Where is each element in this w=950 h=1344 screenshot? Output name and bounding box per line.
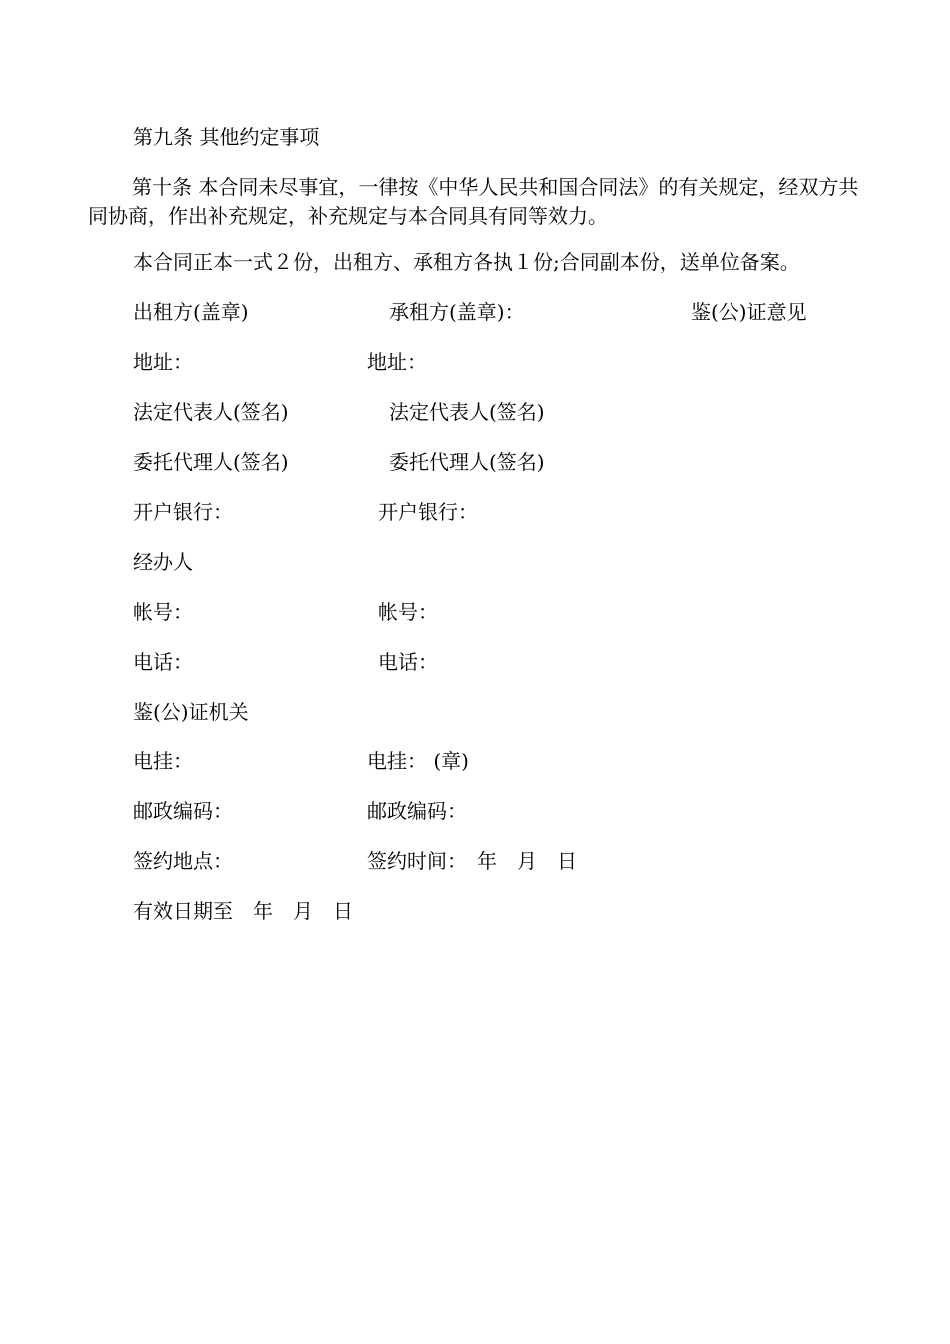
- sign-time-label: 签约时间： 年 月 日: [367, 849, 577, 873]
- article-9-heading: 第九条 其他约定事项: [133, 125, 320, 149]
- lessee-address-label: 地址：: [367, 350, 427, 374]
- handler-label: 经办人: [133, 550, 193, 574]
- lessor-account-label: 帐号：: [133, 600, 193, 624]
- lessee-agent-label: 委托代理人(签名): [389, 450, 545, 474]
- notary-opinion-label: 鉴(公)证意见: [691, 300, 807, 324]
- lessor-postcode-label: 邮政编码：: [133, 799, 233, 823]
- article-10-paragraph: 第十条 本合同未尽事宜，一律按《中华人民共和国合同法》的有关规定，经双方共同协商，作出补充规定，补充规定与本合同具有同等效力。: [88, 175, 859, 228]
- lessor-legal-rep-label: 法定代表人(签名): [133, 400, 289, 424]
- lessee-cable-label: 电挂： (章): [367, 749, 469, 773]
- lessor-bank-label: 开户银行：: [133, 500, 233, 524]
- copies-clause: 本合同正本一式２份，出租方、承租方各执１份;合同副本份，送单位备案。: [133, 250, 800, 274]
- lessor-cable-label: 电挂：: [133, 749, 193, 773]
- lessee-phone-label: 电话：: [378, 650, 438, 674]
- lessor-seal-label: 出租方(盖章): [133, 300, 249, 324]
- lessee-bank-label: 开户银行：: [378, 500, 478, 524]
- lessee-legal-rep-label: 法定代表人(签名): [389, 400, 545, 424]
- lessor-agent-label: 委托代理人(签名): [133, 450, 289, 474]
- sign-place-label: 签约地点：: [133, 849, 233, 873]
- lessee-account-label: 帐号：: [378, 600, 438, 624]
- lessor-address-label: 地址：: [133, 350, 193, 374]
- lessee-postcode-label: 邮政编码：: [367, 799, 467, 823]
- lessee-seal-label: 承租方(盖章)：: [389, 300, 525, 324]
- lessor-phone-label: 电话：: [133, 650, 193, 674]
- notary-office-label: 鉴(公)证机关: [133, 700, 249, 724]
- valid-until-label: 有效日期至 年 月 日: [133, 899, 353, 923]
